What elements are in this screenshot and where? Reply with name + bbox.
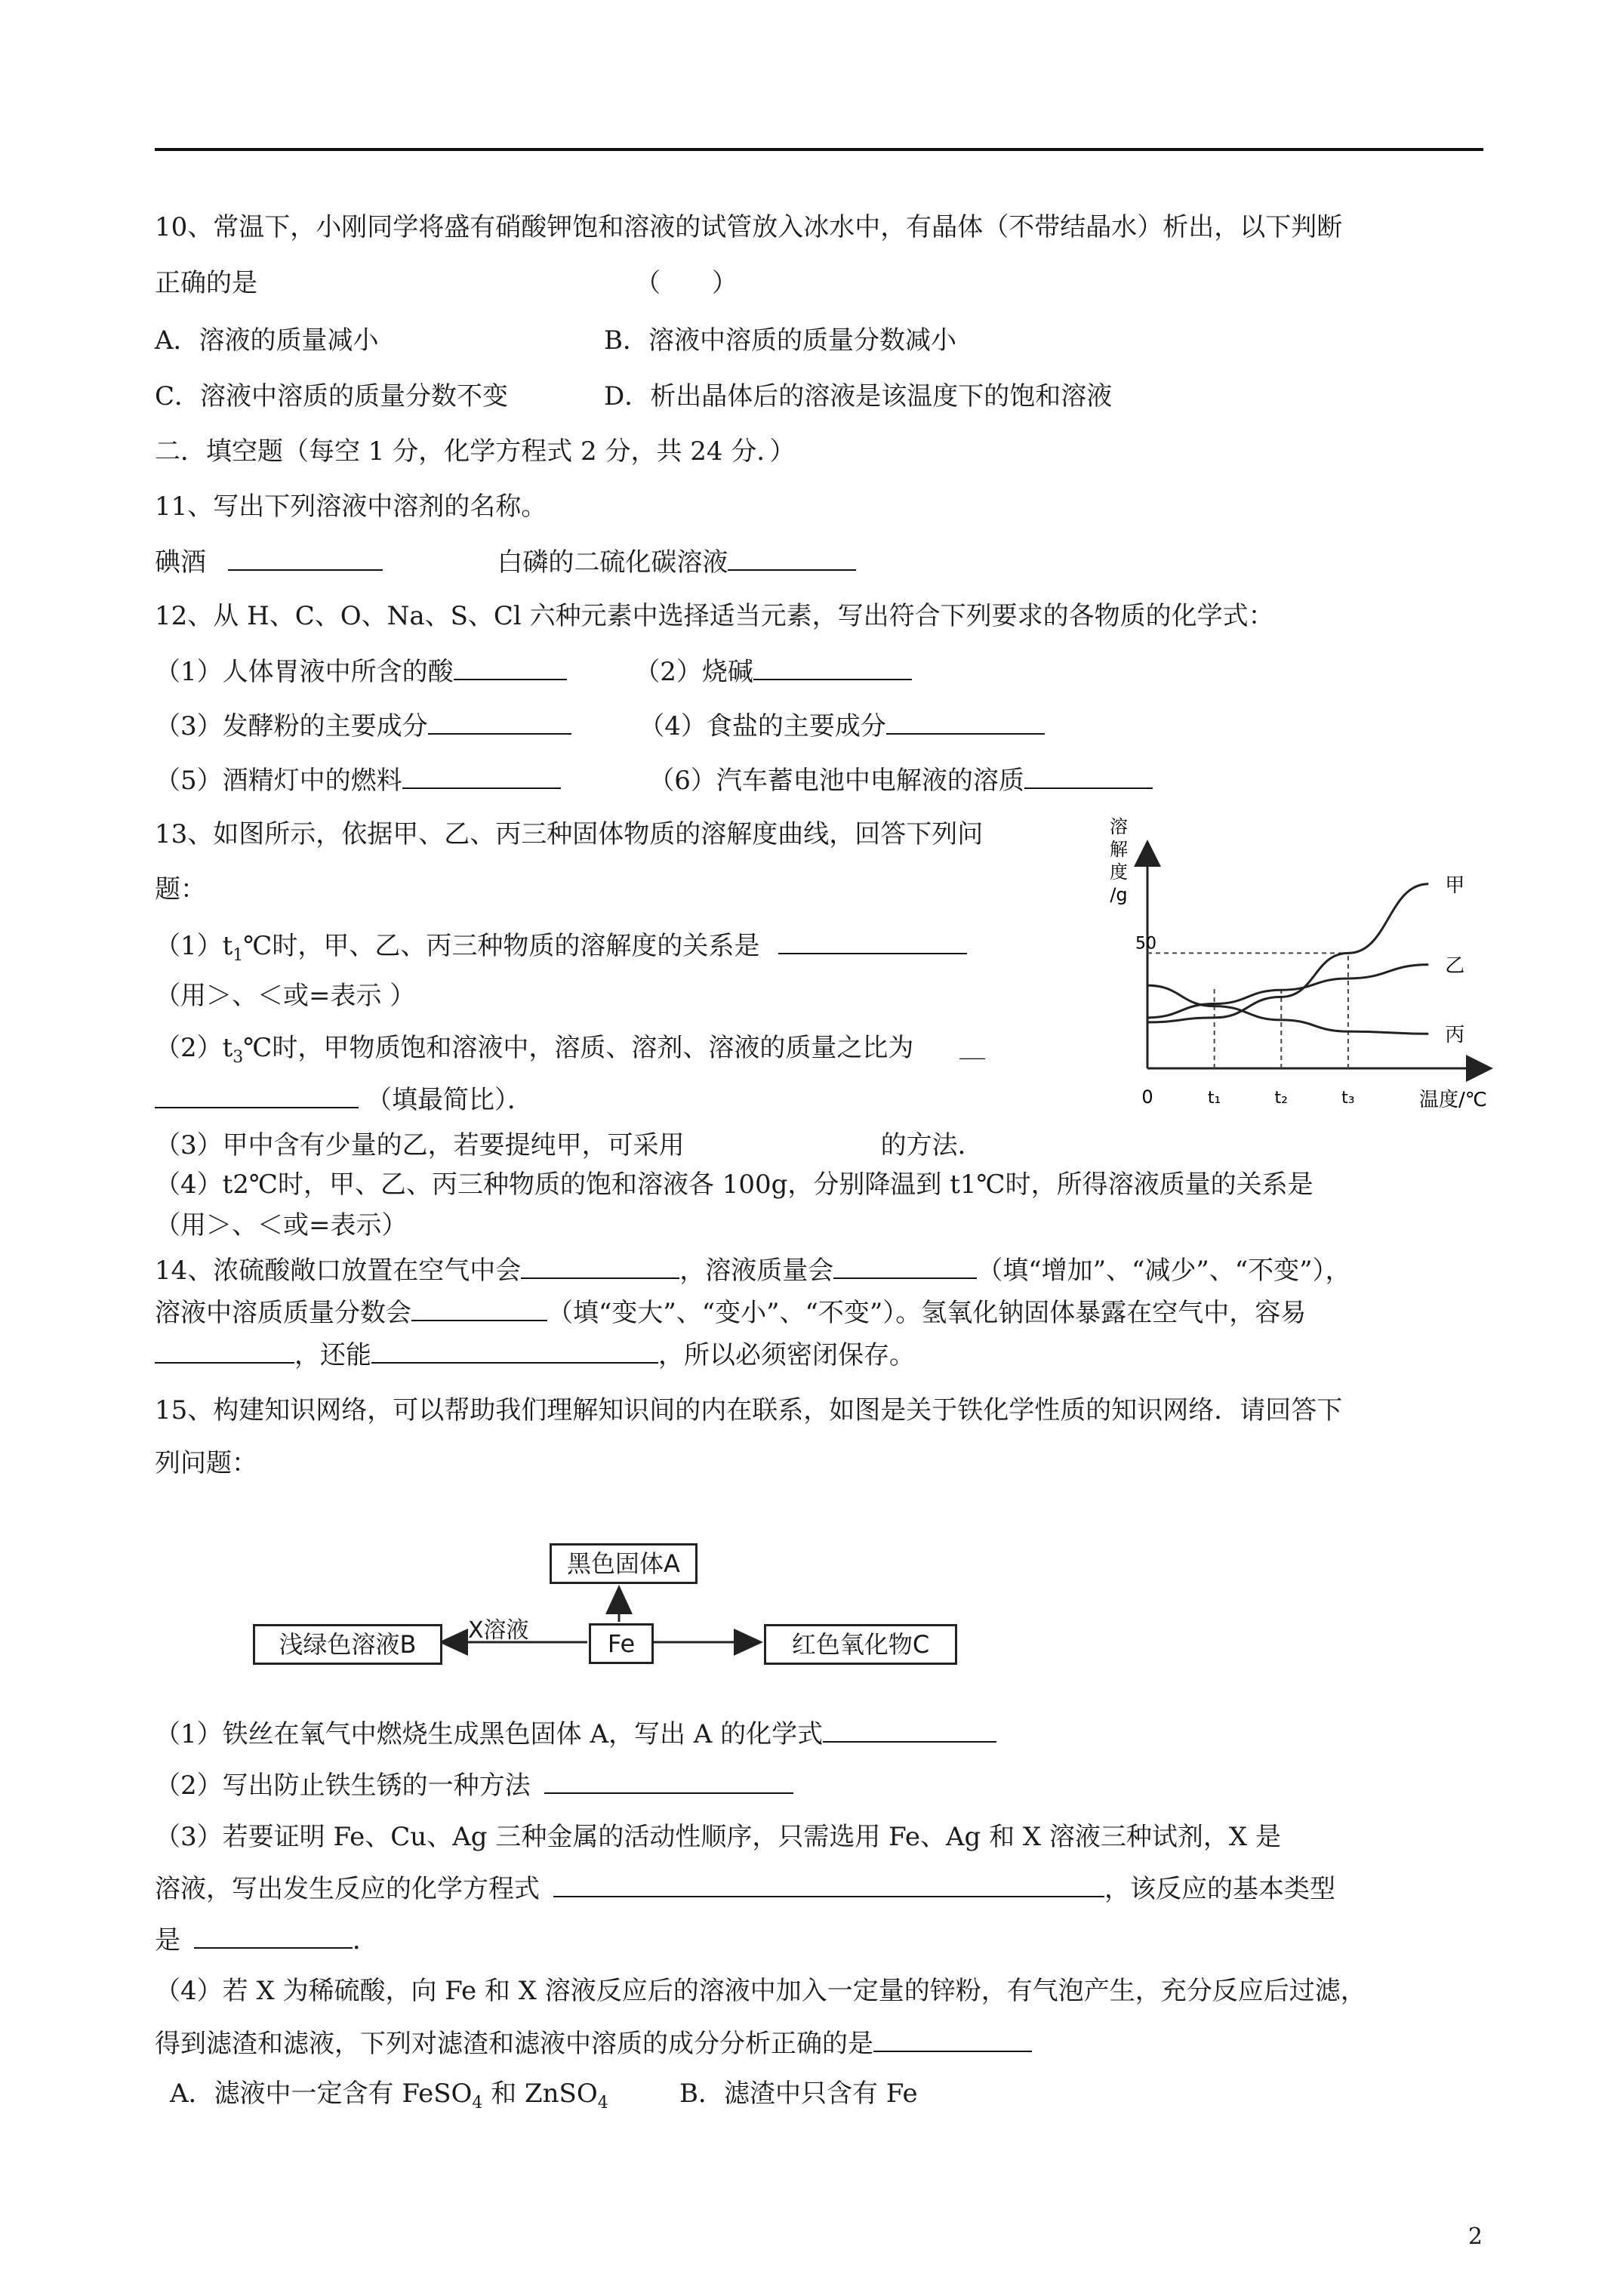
q11-item1-label: 碘酒 — [155, 547, 206, 578]
q15-stem-line1: 15、构建知识网络，可以帮助我们理解知识间的内在联系，如图是关于铁化学性质的知识网络．请回答下 — [155, 1395, 1343, 1425]
chart-series-label: 甲 — [1445, 874, 1465, 897]
q15-part3-type-blank[interactable] — [194, 1922, 353, 1949]
q15-part3-text: 溶液，写出发生反应的化学方程式 — [155, 1874, 540, 1904]
q15-stem-line2: 列问题： — [155, 1448, 257, 1478]
q14-l1-mid: ，溶液质量会 — [679, 1256, 834, 1286]
q14-l1-text: 14、浓硫酸敞口放置在空气中会 — [155, 1256, 522, 1286]
svg-text:度: 度 — [1110, 861, 1128, 883]
chart-series-label: 丙 — [1445, 1024, 1465, 1047]
q11-items — [155, 544, 856, 580]
chart-series-line-乙 — [1147, 965, 1428, 1018]
q12-item1-blank[interactable] — [454, 653, 567, 680]
q14-line3 — [155, 1336, 915, 1373]
header-rule — [155, 148, 1483, 151]
q14-l2-tail: （填“变大”、“变小”、“不变”）。氢氧化钠固体暴露在空气中，容易 — [547, 1298, 1307, 1328]
q15-part2-blank[interactable] — [544, 1767, 793, 1794]
q12-item2-blank[interactable] — [753, 653, 912, 680]
q14-l3-text: ，还能 — [294, 1340, 371, 1370]
q12-row2 — [155, 707, 1045, 744]
q15-part1-blank[interactable] — [823, 1715, 996, 1743]
q13-part1-blank[interactable] — [778, 927, 967, 954]
q13-stem-line2: 题： — [155, 874, 206, 905]
page-number: 2 — [1467, 2224, 1483, 2250]
chart-origin-label: 0 — [1141, 1086, 1153, 1108]
q14-l2-text: 溶液中溶质质量分数会 — [155, 1298, 411, 1328]
diagram-arrow-label: X溶液 — [468, 1617, 529, 1644]
q14-blank3[interactable] — [411, 1294, 547, 1321]
svg-text:溶: 溶 — [1110, 816, 1128, 837]
q12-item3: （3）发酵粉的主要成分 — [155, 711, 428, 741]
q15-part3-is: 是 — [155, 1925, 180, 1955]
diagram-box-black-solid-a: 黑色固体A — [550, 1543, 698, 1584]
q13-part1-note: （用＞、＜或=表示 ） — [155, 981, 416, 1011]
q15-part1 — [155, 1715, 996, 1752]
q10-options-ab — [155, 323, 956, 358]
q13-part4: （4）t2℃时，甲、乙、丙三种物质的饱和溶液各 100g，分别降温到 t1℃时，所得溶液质量的关系是 — [155, 1170, 1313, 1200]
q13-part1-sub: 1 — [233, 945, 244, 965]
q15-part2-text: （2）写出防止铁生锈的一种方法 — [155, 1771, 531, 1801]
q13-part2 — [155, 1031, 985, 1075]
q15-part3-line2 — [155, 1870, 1335, 1906]
q15-part4-text: 得到滤渣和滤液，下列对滤渣和滤液中溶质的成分分析正确的是 — [155, 2029, 873, 2059]
iron-knowledge-diagram — [242, 1533, 966, 1684]
q11-item1-blank[interactable] — [228, 544, 383, 571]
chart-series-label: 乙 — [1445, 954, 1465, 978]
q14-blank4[interactable] — [155, 1336, 294, 1364]
q15-part1-text: （1）铁丝在氧气中燃烧生成黑色固体 A，写出 A 的化学式 — [155, 1719, 824, 1749]
q13-part2-blank[interactable] — [155, 1081, 359, 1108]
q10-option-d: D．析出晶体后的溶液是该温度下的饱和溶液 — [604, 381, 1113, 411]
svg-text:解: 解 — [1110, 839, 1128, 860]
q13-part2-note: （填最简比）． — [366, 1085, 533, 1115]
q15-option-b: B．滤渣中只含有 Fe — [679, 2079, 918, 2109]
q15-part3-equation-blank[interactable] — [553, 1870, 1104, 1897]
q14-l3-tail: ，所以必须密闭保存。 — [658, 1340, 915, 1370]
q13-part2-prefix: （2）t — [155, 1033, 233, 1063]
q15-options — [170, 2076, 918, 2121]
q15-part4-blank[interactable] — [873, 2025, 1032, 2052]
q12-row3 — [155, 762, 1153, 798]
q13-part2-tail: ＿ — [959, 1033, 986, 1063]
solubility-chart — [1102, 812, 1495, 1114]
q11-item2-blank[interactable] — [728, 544, 856, 571]
q10-option-b: B．溶液中溶质的质量分数减小 — [604, 325, 956, 356]
q15-part3-period: ． — [353, 1925, 378, 1955]
q14-line1 — [155, 1252, 1351, 1288]
q15-part3-line3 — [155, 1922, 378, 1958]
q10-answer-paren: （ ） — [635, 268, 738, 298]
q10-option-c: C．溶液中溶质的质量分数不变 — [155, 381, 509, 411]
q14-l1-tail: （填“增加”、“减少”、“不变”）， — [977, 1256, 1351, 1286]
section-2-heading: 二．填空题（每空 1 分，化学方程式 2 分，共 24 分．） — [155, 436, 796, 467]
q13-stem-line1: 13、如图所示，依据甲、乙、丙三种固体物质的溶解度曲线，回答下列问 — [155, 819, 984, 849]
q10-options-cd — [155, 379, 1112, 414]
q13-part4-note: （用＞、＜或=表示） — [155, 1210, 408, 1240]
q15-part3-tail: ，该反应的基本类型 — [1104, 1874, 1335, 1904]
q15-part4-line1: （4）若 X 为稀硫酸，向 Fe 和 X 溶液反应后的溶液中加入一定量的锌粉，有气泡产生，充分反应后过滤， — [155, 1976, 1366, 2006]
q15-part3-line1: （3）若要证明 Fe、Cu、Ag 三种金属的活动性顺序，只需选用 Fe、Ag 和 X 溶液三种试剂，X 是 — [155, 1822, 1281, 1852]
q10-stem-line1: 10、常温下，小刚同学将盛有硝酸钾饱和溶液的试管放入冰水中，有晶体（不带结晶水）析出，以下判断 — [155, 212, 1343, 242]
diagram-box-red-oxide-c: 红色氧化物C — [764, 1624, 957, 1665]
chart-ylabel — [1110, 816, 1128, 905]
q13-part1-text: ℃时，甲、乙、丙三种物质的溶解度的关系是 — [243, 931, 760, 961]
chart-xlabel: 温度/℃ — [1419, 1089, 1487, 1111]
chart-series-group — [1147, 874, 1464, 1046]
chart-y-tick-label: 50 — [1135, 934, 1156, 954]
q11-stem: 11、写出下列溶液中溶剂的名称。 — [155, 492, 547, 522]
q13-part2-sub: 3 — [233, 1047, 244, 1067]
q13-part2-text: ℃时，甲物质饱和溶液中，溶质、溶剂、溶液的质量之比为 — [243, 1033, 914, 1063]
chart-x-tick-label: t₃ — [1341, 1089, 1355, 1108]
q13-part2-cont — [155, 1081, 533, 1117]
q12-row1 — [155, 653, 912, 689]
q10-stem-text: 正确的是 — [155, 268, 257, 298]
q13-part3 — [155, 1128, 984, 1163]
q12-item2: （2）烧碱 — [634, 657, 753, 687]
q10-stem-line2 — [155, 266, 738, 300]
q15-option-a — [170, 2076, 679, 2121]
svg-text:/g: /g — [1110, 884, 1128, 905]
q14-blank1[interactable] — [521, 1252, 679, 1279]
q15-option-a-part2: 和 ZnSO — [482, 2079, 598, 2109]
q15-part2 — [155, 1767, 793, 1803]
q13-part3-tail: 的方法． — [880, 1130, 984, 1160]
q12-item4-blank[interactable] — [886, 707, 1045, 735]
q12-item5: （5）酒精灯中的燃料 — [155, 766, 402, 796]
q12-item5-blank[interactable] — [402, 762, 561, 789]
q12-stem: 12、从 H、C、O、Na、S、Cl 六种元素中选择适当元素，写出符合下列要求的各物质的化学式： — [155, 601, 1274, 631]
q14-blank2[interactable] — [833, 1252, 977, 1279]
q13-part1-prefix: （1）t — [155, 931, 233, 961]
q12-item3-blank[interactable] — [428, 707, 571, 735]
q12-item6-blank[interactable] — [1024, 762, 1153, 789]
q13-part1 — [155, 927, 967, 973]
q11-item2-label: 白磷的二硫化碳溶液 — [497, 547, 728, 578]
q15-part4-line2 — [155, 2025, 1032, 2061]
q12-item6: （6）汽车蓄电池中电解液的溶质 — [648, 766, 1024, 796]
q14-blank5[interactable] — [371, 1336, 658, 1364]
q13-part3-text: （3）甲中含有少量的乙，若要提纯甲，可采用 — [155, 1130, 685, 1160]
q14-line2 — [155, 1294, 1306, 1330]
diagram-box-fe: Fe — [589, 1623, 654, 1664]
diagram-box-light-green-solution-b: 浅绿色溶液B — [253, 1624, 442, 1665]
q15-option-a-part1: A．滤液中一定含有 FeSO — [170, 2079, 473, 2109]
q12-item1: （1）人体胃液中所含的酸 — [155, 657, 454, 687]
q15-option-a-sub1: 4 — [472, 2093, 483, 2113]
q12-item4: （4）食盐的主要成分 — [639, 711, 886, 741]
chart-x-tick-label: t₂ — [1274, 1089, 1288, 1108]
chart-series-line-丙 — [1147, 985, 1428, 1034]
q15-option-a-sub2: 4 — [597, 2093, 608, 2113]
q10-option-a: A．溶液的质量减小 — [155, 325, 379, 356]
chart-x-tick-label: t₁ — [1207, 1089, 1221, 1108]
